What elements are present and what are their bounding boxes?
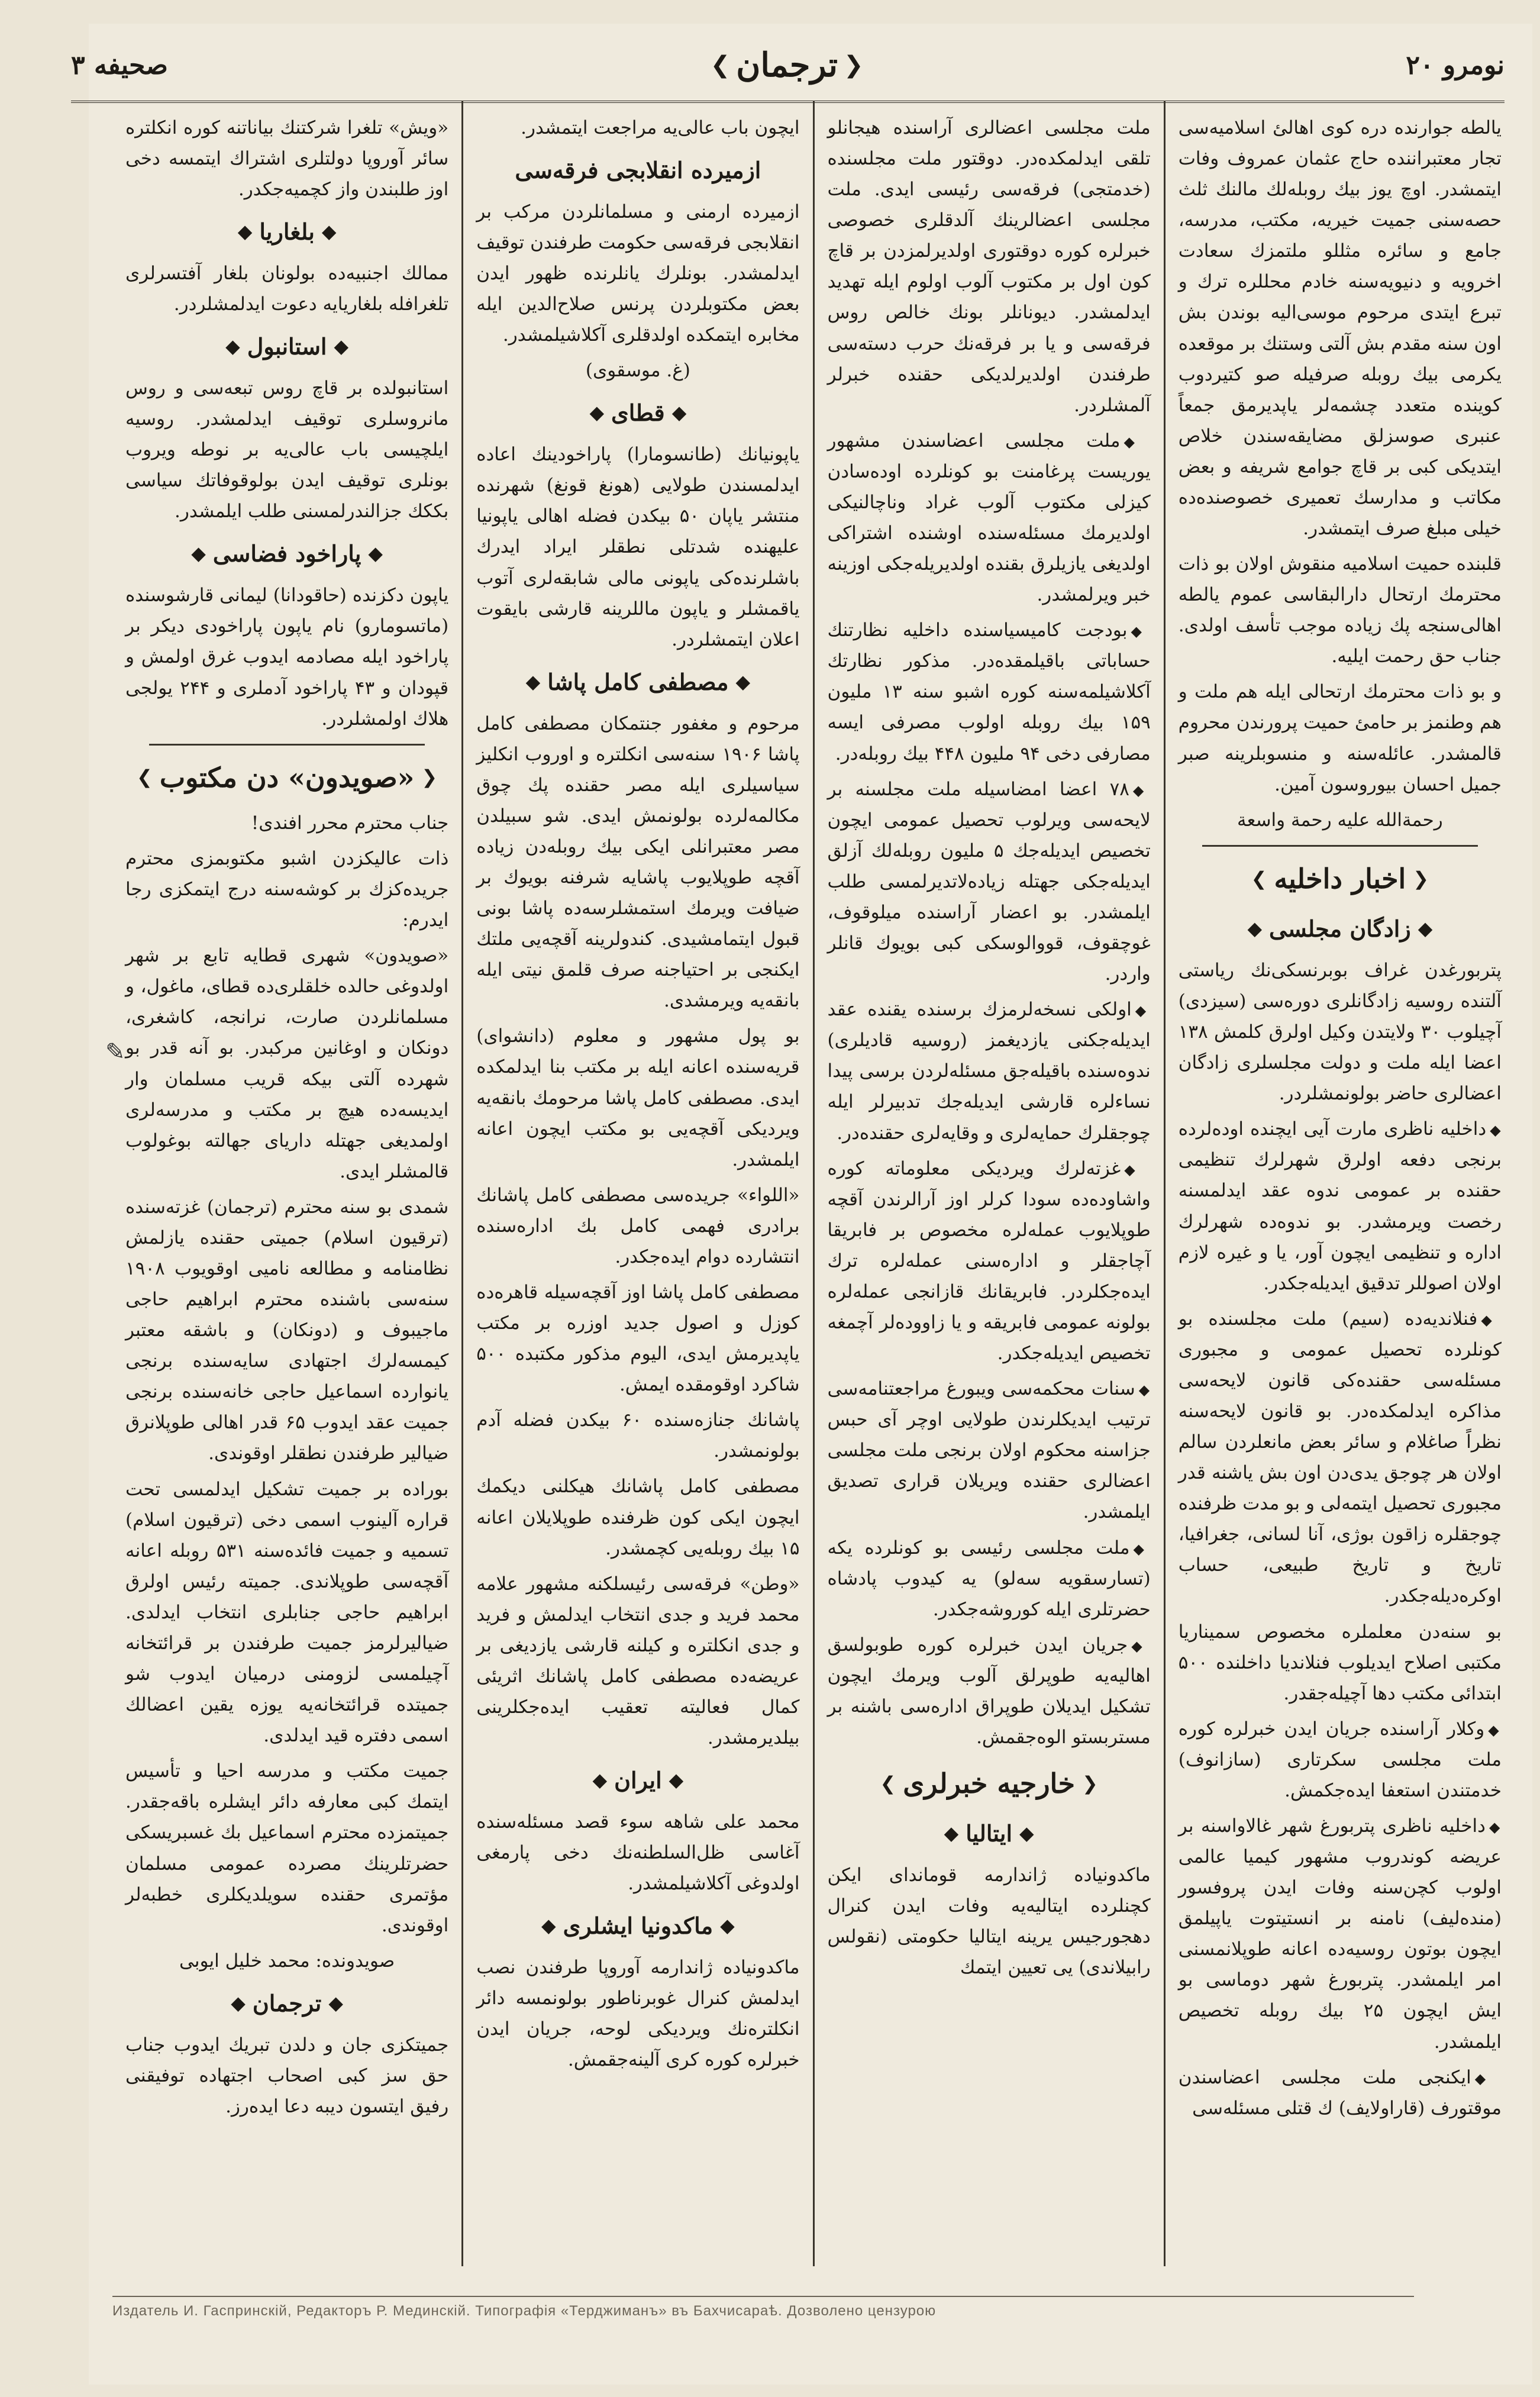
- masthead: [71, 30, 1505, 103]
- news-item: ◆بودجت كاميسياسنده داخليه نظارتنك حساباتى باقيلمقده‌در. مذكور نظارتك آكلاشيلمه‌سنه كوره اشبو سنه ۱۳ مليون ۱۵۹ بيك روبله اولوب مصرفى ايسه مصارفى دخى ۹۴ مليون ۴۴۸ بيك روبله‌در.: [827, 620, 1151, 764]
- ornament-icon: ◆: [321, 220, 337, 243]
- editor-note-heading: ◆ ترجمان ◆: [125, 1985, 448, 2022]
- imprint-text: Издатель И. Гаспринскій, Редакторъ Р. Мединскій. Типографія «Терджиманъ» въ Бахчисараѣ. Дозволено цензурою: [112, 2303, 937, 2319]
- obituary-paragraph: و بو ذات محترمك ارتحالى ايله هم ملت و هم وطنمز بر حامئ حميت پرورندن محروم قالمشدر. عائله‌سنه و منسوبلرينه صبر جميل احسان بيوروسون آمين.: [1178, 681, 1502, 795]
- ornament-icon: ◆: [671, 401, 687, 424]
- printer-imprint: [112, 2296, 1414, 2367]
- bullet-icon: ◆: [1131, 623, 1151, 640]
- news-item: ◆جريان ايدن خبرلره كوره طوبولسق اهاليه‌يه طوپرلق آلوب ويرمك ايچون تشكيل ايديلان طوپراق اداره‌سى باشنه بر مستربستو الوه‌جقمش.: [827, 1634, 1151, 1748]
- news-item: ◆داخليه ناظرى پتربورغ شهر غالاوا‌سنه بر عريضه كوندروب مشهور كيميا عالمى اولوب كچن‌سنه وفات ايدن پروفسور (منده‌ليف) نامنه بر انستيتوت ياپيلمق ايچون بوتون روسيه‌ده اعانه طوپلانمسنى امر ايلمشدر. پتربورغ شهر دوماسى بو ايش ايچون ۲۵ بيك روبله تخصيص ايلمشدر.: [1178, 1815, 1502, 2053]
- obituary-closing: رحمةالله عليه رحمة واسعة: [1237, 809, 1443, 831]
- news-item: ◆داخليه ناظرى مارت آيى ايچنده اوده‌لرده برنجى دفعه اولرق شهرلرك تنظيمى حقنده بر عمومى ندوه عقد ايدلمسنه رخصت ويرمشدر. بو ندوه‌ده شهرلرك اداره و تنظيمى ايچون آور، يا و غيره لازم اولان اصوللر تدقيق ايديله‌جكدر.: [1178, 1118, 1502, 1294]
- obituary-paragraph: قلبنده حميت اسلاميه منقوش اولان بو ذات محترمك ارتحال دارالبقاسى عموم يالطه اهالى‌سنجه پك زياده موجب تأسف اولدى. جناب حق رحمت ايليه.: [1178, 553, 1502, 667]
- letter-paragraph: جميت مكتب و مدرسه احيا و تأسيس ايتمك كبى معارفه دائر ايشلره باقه‌جقدر. جميتمزده محترم اسماعيل بك غسبريسكى حضرتلرينك مصرده عمومى مسلمان مؤتمرى حقنده سويلديكلرى خطبه‌لر اوقوندى.: [125, 1760, 449, 1936]
- ornament-icon: ❮: [1413, 867, 1429, 890]
- ornament-icon: ❮: [1082, 1772, 1098, 1795]
- ornament-right-icon: ❮: [843, 51, 864, 79]
- news-item: ◆ايكنجى ملت مجلسى اعضاسندن موقتورف (قاراولايف) ك قتلى مسئله‌سى: [1178, 2066, 1502, 2119]
- article-columns: [112, 101, 1515, 2266]
- news-item: «ويش» تلغرا شركتنك بياناتنه كوره انكلتره سائر آوروپا دولتلرى اشتراك ايتمسه دخى اوز طلبندن واز كچميه‌جكدر.: [125, 117, 449, 201]
- pencil-mark-icon: ✎: [105, 1038, 125, 1066]
- bullet-icon: ◆: [1132, 782, 1151, 799]
- ornament-icon: ◆: [237, 220, 253, 243]
- ornament-icon: ◆: [735, 670, 751, 693]
- news-item: ملت مجلسى اعضالرى آراسنده هيجانلو تلقى ايدلمكده‌در. دوقتور ملت مجلسنده (خدمتجى) فرقه‌سى رئيسى ايدى. ملت مجلسى اعضالرينك آلدقلرى خصوصى خبرلره كوره دوقتورى اولديرلمزدن بر قاچ كون اول بر مكتوب آلوب اولوم ايله تهديد ايدلمشدر. ديونانلر بونك خالص روس فرقه‌سى و يا بر فرقه‌نك حرب دسته‌سى طرفندن اولديرلديكى حقنده خبرلر آلمشلردر.: [827, 117, 1151, 416]
- bullet-icon: ◆: [1131, 1637, 1151, 1654]
- ornament-left-icon: ❯: [710, 51, 731, 79]
- letter-heading: ❮ «صويدون» دن مكتوب ❯: [137, 761, 438, 793]
- subheading-mustafa-kamil: ◆ مصطفى كامل پاشا ◆: [476, 663, 799, 701]
- column-1: [1164, 101, 1515, 2266]
- subheading-china: ◆ قطاى ◆: [476, 394, 799, 432]
- ornament-icon: ◆: [1418, 917, 1433, 940]
- news-item: مصطفى كامل پاشانك هيكلنى ديكمك ايچون ايكى كون ظرفنده طوپلايلان اعانه ۱۵ بيك روبله‌يى كچمشدر.: [476, 1476, 800, 1559]
- letter-paragraph: بوراده بر جميت تشكيل ايدلمسى تحت قرارە آلينوب اسمى دخى (ترقيون اسلام) تسميه و جميت فائده‌سنه ۵۳۱ روبله اعانه آقچه‌سى طوپلاندى. جميته رئيس اولرق ابراهيم حاجى جنابلرى انتخاب ايدلدى. ضيالير‌لرمز جميت طرفندن بر قرائتخانه آچيلمسى لزومنى درميان ايدوب شو جميتده قرائتخانه‌يه يوزه يقين اعضالك اسمى دفتره قيد ايدلدى.: [125, 1478, 449, 1747]
- bullet-icon: ◆: [1488, 1721, 1502, 1738]
- issue-number: نومرو ۲۰: [1406, 50, 1505, 80]
- ornament-icon: ◆: [541, 1914, 556, 1937]
- letter-paragraph: «صويدون» شهرى قطايه تابع بر شهر اولدوغى حالده خلقلرى‌ده قطاى، ماغول، و مسلمانلردن صارت، نرانجه، كاشغرى، دونكان و اوغانين مركبدر. بو آنه قدر بو شهرده آلتى بيكه قريب مسلمان وار ايديسه‌ده هيچ بر مكتب و مدرسه‌لرى اولمديغى جهتله دارياى جهالته بوغولوب قالمشلر ايدى.: [125, 945, 449, 1182]
- newspaper-title-block: [711, 46, 864, 85]
- letter-salutation: جناب محترم محرر افندى!: [251, 812, 449, 834]
- news-item: پتربورغدن غراف بوبرنسكى‌نك رياستى آلتنده روسيه زادگانلرى دوره‌سى (سيزدى) آچيلوب ۳۰ ولايتدن وكيل اولرق كلمش ۱۳۸ اعضا ايله ملت و دولت مجلسلرى زادگان اعضالرى حاضر بولونمشلردر.: [1178, 959, 1502, 1105]
- news-item: استانبولده بر قاچ روس تبعه‌سى و روس مانروسلرى توقيف ايدلمشدر. روسيه ايلچيسى باب عالى‌يه بر نوطه ويروب بونلرى توقيف ايدن بولوقوفاتك سياسى بككك جزالندرلمسنى طلب ايلمشدر.: [125, 378, 449, 522]
- news-item: ◆ملت مجلسى اعضاسندن مشهور يوريست پرغامنت بو كونلرده اوده‌سادن كيزلى مكتوب آلوب غراد وناچالنيكى اولديرمك مسئله‌سنده اوشنده اشتراكى اولديغى يازيلرق بقنده اولديريله‌جكى اوزينه خبر ويرلمشدر.: [827, 430, 1151, 606]
- news-item: ايچون باب عالى‌يه مراجعت ايتمشدر.: [521, 117, 800, 138]
- letter-paragraph: ذات عاليكزدن اشبو مكتوبمزى محترم جريده‌كزك بر كوشه‌سنه درج ايتمكزى رجا ايدرم:: [125, 848, 449, 931]
- subheading-izmir: ازميرده انقلابجى فرقه‌سى: [515, 157, 761, 184]
- subheading-iran: ◆ ايران ◆: [476, 1762, 799, 1799]
- news-item: بو پول مشهور و معلوم (دانشواى) قريه‌سنده اعانه ايله بر مكتب بنا ايدلمكده ايدى. مصطفى كامل پاشا مرحومك بانقه‌يه ويرديكى آقچه‌يى بو مكتب ايچون اعانه ايلمشدر.: [476, 1025, 800, 1170]
- ornament-icon: ◆: [191, 542, 206, 565]
- news-item: ماكدونياده ژاندارمه آوروپا طرفندن نصب ايدلمش كنرال غوبرناطور بولونمسه دائر انكلتره‌نك ويرديكى لوحه، جريان ايدن خبرلره كوره كرى آلينه‌جقمش.: [476, 1957, 800, 2071]
- ornament-icon: ❮: [421, 766, 438, 789]
- column-3: [461, 101, 812, 2266]
- divider: [149, 744, 425, 746]
- news-item: ◆سنات محكمه‌سى ويبورغ مراجعتنامه‌سى ترتيب ايديكلرندن طولايى اوچر آى حبس جزاسنه محكوم اولان برنجى ملت مجلسى اعضالرى حقنده ويريلان قرارى تصديق ايلمشدر.: [827, 1378, 1151, 1523]
- bullet-icon: ◆: [1138, 1382, 1151, 1399]
- ornament-icon: ◆: [328, 1991, 343, 2014]
- bullet-icon: ◆: [1124, 1161, 1151, 1178]
- ornament-icon: ◆: [1019, 1822, 1034, 1845]
- subheading-steamship: ◆ پاراخود فضاسى ◆: [125, 535, 448, 573]
- ornament-icon: ◆: [231, 1991, 246, 2014]
- news-item: بو سنه‌دن معلملره مخصوص سميناريا مكتبى اصلاح ايديلوب فنلانديا داخلنده ۵۰۰ ابتدائى مكتب دها آچيله‌جقدر.: [1178, 1621, 1502, 1704]
- news-item: ازميرده ارمنى و مسلمانلردن مركب بر انقلابجى فرقه‌سى حكومت طرفندن توقيف ايدلمشدر. بونلرك يانلرنده ظهور ايدن بعض مكتوبلردن پرنس صلاح‌الدين ايله مخابره ايتمكده اولدقلرى آكلاشيلمشدر.: [476, 201, 800, 346]
- ornament-icon: ◆: [525, 670, 541, 693]
- ornament-icon: ◆: [592, 1769, 608, 1792]
- divider: [1202, 845, 1478, 847]
- news-item: ◆غزته‌لرك ويرديكى معلوماته كوره واشاوده‌ده سودا كرلر اوز آرالرندن آقچه طوپلايوب عمله‌لره مخصوص بر فابريقا آچاجقلر و اداره‌سنى عمله‌لره ترك ايده‌جكلردر. فابريقانك قازانجى عمله‌لره بولونه عمومى فابريقه و يا زاووده‌لر آچمغه تخصيص ايديله‌جكدر.: [827, 1157, 1151, 1364]
- news-item: ◆ملت مجلسى رئيسى بو كونلرده يكه (تسارسقويه سەلو) يه كيدوب پادشاه حضرتلرى ايله كوروشه‌جكدر.: [827, 1537, 1151, 1620]
- news-item: ◆اولكى نسخه‌لرمزك برسنده يقنده عقد ايديله‌جكنى يازديغمز (روسيه قاديلرى) ندوه‌سنده باقيلەجق مسئله‌لردن برسى پيدا نساءلره قارشى ايديله‌جك تدبيرلر ايله چوجقلرك حمايه‌لرى و وقايه‌لرى حقنده‌در.: [827, 999, 1151, 1144]
- bullet-icon: ◆: [1123, 433, 1151, 450]
- bullet-icon: ◆: [1135, 1002, 1151, 1020]
- ornament-icon: ◆: [225, 335, 240, 358]
- ornament-icon: ◆: [589, 401, 605, 424]
- news-item: ياپون دكزنده (حاقودانا) ليمانى قارشوسنده (ماتسومارو) نام ياپون پاراخودى ديكر بر پاراخود ايله مصادمه ايدوب غرق اولمش و قپودان و ۴۳ پاراخود آدملرى و ۲۴۴ يولجى هلاك اولمشلردر.: [125, 585, 449, 730]
- obituary-paragraph: يالطه جوارنده دره كوى اهالئ اسلاميه‌سى تجار معتبراننده حاج عثمان عمروف وفات ايتمشدر. اوچ يوز بيك روبله‌لك مالنك ثلث حصه‌سنى جميت خيريه، مكتب، مدرسه، جامع و سائره مثللو ملتمزك سعادت اخرويه و دنيويه‌سنه خادم محللره ترك و تبرع ايتدى مرحوم موسى‌اليه بوندن بش اون سنه مقدم بش آلتى وستنك بر موقعده يكرمى بيك روبله صرفيله صو كتيردوب كوينده متعدد چشمه‌لر ياپديرمق جمعاً عنبرى صوسزلق مضايقه‌سندن خلاص ايتديكى كبى بر قاچ جوامع شريفه و بعض مكاتب و مدارسك تعميرى خصوصنده‌ده خيلى مبلغ صرف ايتمشدر.: [1178, 117, 1502, 540]
- subheading-bulgaria: ◆ بلغاريا ◆: [125, 213, 448, 251]
- subheading-italy: ◆ ايتاليا ◆: [828, 1815, 1151, 1853]
- subheading-istanbul: ◆ استانبول ◆: [125, 328, 448, 366]
- news-item: ◆فنلانديه‌ده (سيم) ملت مجلسنده بو كونلرده تحصيل عمومى و مجبورى مسئله‌سى حقنده‌كى قانون لايحه‌سى مذاكره ايدلمكده‌در. بو قانون لايحه‌سنه نظراً صاغلام و سائر بعض مانعلردن سالم اولان هر چوجق يدى‌دن اون بش ياشنه قدر مجبورى تحصيل ايتمه‌لى و بو مدت ظرفنده چوجقلره زاقون بوژى، آنا لسانى، جغرافيا، تاريخ و تاريخ طبيعى، حساب اوكرەديله‌جكدر.: [1178, 1308, 1502, 1607]
- bullet-icon: ◆: [1489, 1819, 1502, 1835]
- bullet-icon: ◆: [1133, 1540, 1151, 1557]
- bullet-icon: ◆: [1490, 1122, 1502, 1139]
- news-item: ◆وكلار آراسنده جريان ايدن خبرلره كوره ملت مجلسى سكرتارى (سازانوف) خدمتندن استعفا ايده‌جكمش.: [1178, 1718, 1502, 1801]
- newspaper-title: ترجمان: [736, 46, 838, 85]
- ornament-icon: ◆: [944, 1822, 959, 1845]
- ornament-icon: ❯: [137, 766, 153, 789]
- ornament-icon: ◆: [334, 335, 349, 358]
- letter-signature: صويدونده: محمد خليل ايوبى: [179, 1950, 395, 1972]
- news-item: پاشانك جنازه‌سنده ۶۰ بيكدن فضله آدم بولونمشدر.: [476, 1409, 800, 1462]
- news-item: ماكدونياده ژاندارمه قومانداى ايكن كچنلرده ايتاليه‌يه وفات ايدن كنرال دهجورجيس يرينه ايتاليا حكومتى (نقولس رابيلاندى) يى تعيين ايتمك: [827, 1864, 1151, 1979]
- bullet-icon: ◆: [1481, 1311, 1502, 1328]
- ornament-icon: ◆: [720, 1914, 735, 1937]
- ornament-icon: ◆: [669, 1769, 684, 1792]
- ornament-icon: ◆: [368, 542, 383, 565]
- section-heading-foreign: ❮ خارجيه خبرلرى ❯: [880, 1767, 1098, 1800]
- column-4: [112, 101, 461, 2266]
- news-item: ◆۷۸ اعضا امضاسيله ملت مجلسنه بر لايحه‌سى ويرلوب تحصيل عمومى ايچون تخصيص ايديله‌جك ۵ مليون روبله‌لك آزلق ايديله‌جكى جهتله زياده‌لاتديرلمسى طلب ايلمشدر. بو اعضار آراسنده ميلوقوف، غوچقوف، قووالوسكى كبى بويوك قانلر واردر.: [827, 778, 1151, 985]
- news-item: «وطن» فرقه‌سى رئيسلكنه مشهور علامه محمد فريد و جدى انتخاب ايدلمش و فريد و جدى انكلتره و كيلنه قارشى يازديغى بر عريضه‌ده مصطفى كامل پاشانك اثريئى كمال فعاليته تعقيب ايده‌جكلرينى بيلديرمشدر.: [476, 1573, 800, 1749]
- news-item: ياپونيانك (طانسومارا) پاراخودينك اعاده ايدلمسندن طولايى (هونغ قونغ) شهرنده منتشر ياپان ۵۰ بيكدن فضله اهالى ياپونيا عليهنده شدتلى نطقلر ايراد ايدرك باشلرنده‌كى ياپونى مالى شابقه‌لرى آتوب ياقمشلر و ياپون ماللرينه قارشى بايقوت اعلان ايتمشلردر.: [476, 444, 800, 650]
- column-2: [813, 101, 1164, 2266]
- letter-paragraph: شمدى بو سنه محترم (ترجمان) غزته‌سنده (ترقيون اسلام) جميتى حقنده يازلمش نظامنامه و مطالعه ناميى اوقويوب ۱۹۰۸ سنه‌سى باشنده محترم ابراهيم حاجى ماجيبوف و (دونكان) و باشقه معتبر كيمسه‌لرك اجتهادى سايه‌سنده برنجى يانوارده اسماعيل حاجى خانه‌سنده برنجى جميت عقد ايدوب ۶۵ قدر اهالى طوپلانرق ضيالير طرفندن نطقلر اوقوندى.: [125, 1196, 449, 1464]
- news-item: ممالك اجنبيه‌ده بولونان بلغار آفتسرلرى تلغرافله بلغاريايه دعوت ايدلمشلردر.: [125, 263, 449, 315]
- page-number: صحيفه ۳: [71, 50, 168, 80]
- section-heading-domestic: ❮ اخبار داخليه ❯: [1251, 862, 1429, 895]
- subheading-duma: ◆ زادگان مجلسى ◆: [1179, 910, 1502, 948]
- news-item: «اللواء» جريده‌سى مصطفى كامل پاشانك برادرى فهمى كامل بك اداره‌سنده انتشارده دوام ايده‌جكدر.: [476, 1184, 800, 1267]
- source-signature: (غ. موسقوى): [585, 360, 690, 382]
- ornament-icon: ◆: [1247, 917, 1263, 940]
- footer-rule: [112, 2296, 1414, 2297]
- news-item: محمد على شاهه سوء قصد مسئله‌سنده آغاسى ظل‌السلطنه‌نك دخى پارمغى اولدوغى آكلاشيلمشدر.: [476, 1811, 800, 1895]
- news-item: مصطفى كامل پاشا اوز آقچه‌سيله قاهره‌ده كوزل و اصول جديد اوزره بر مكتب ياپديرمش ايدى، اليوم مذكور مكتبده ۵۰۰ شاكرد اوقومقده ايمش.: [476, 1281, 800, 1396]
- news-item: مرحوم و مغفور جنتمكان مصطفى كامل پاشا ۱۹۰۶ سنه‌سى انكلتره و اوروب انكليز سياسيلرى ايله مصر حقنده پك چوق مكالمه‌لرده بولونمش ايدى. شو سبيلدن مصر معتبرانلى ايكى بيك روبله‌دن زياده آقچه طوپلايوب پاشايه شرفنه بويوك بر ضيافت ويرمك استمشلرسه‌ده پاشا بونى قبول ايتمامشيدى. كندولرينه آقچه‌يى ملتك ايكنجى بر احتياجنه صرف قلمق نيتى ايله بانقه‌يه ويرمشدى.: [476, 712, 800, 1012]
- subheading-macedonia: ◆ ماكدونيا ايشلرى ◆: [476, 1907, 799, 1945]
- ornament-icon: ❯: [1251, 867, 1267, 890]
- ornament-icon: ❯: [880, 1772, 896, 1795]
- bullet-icon: ◆: [1474, 2070, 1502, 2087]
- editor-note: جميتكزى جان و دلدن تبريك ايدوب جناب حق سز كبى اصحاب اجتهاده توفيقنى رفيق ايتسون ديبه دعا ايدەرز.: [125, 2034, 449, 2117]
